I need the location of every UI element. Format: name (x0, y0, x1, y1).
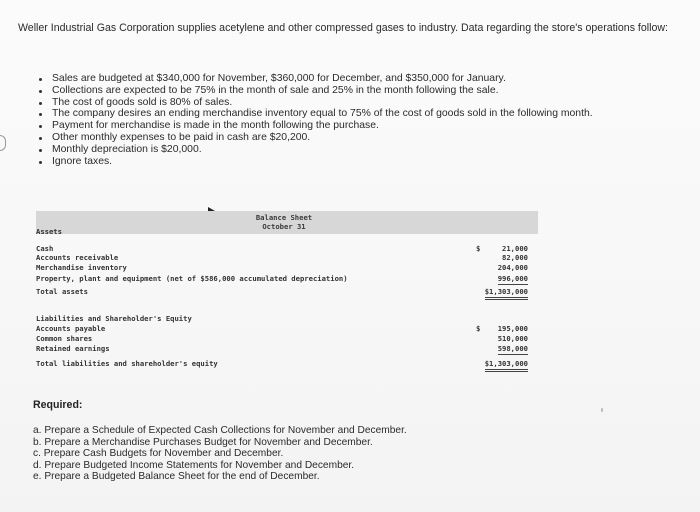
table-row (36, 263, 538, 273)
liability-value: 195,000 (497, 324, 528, 333)
asset-value: 996,000 (497, 274, 528, 283)
required-list (33, 425, 407, 483)
liability-value: 510,000 (497, 334, 528, 343)
asset-label: Merchandise inventory (36, 263, 127, 272)
liability-label: Common shares (36, 334, 93, 343)
list-item: a. Prepare a Schedule of Expected Cash Collections for November and December. (33, 425, 407, 436)
list-item: Ignore taxes. (38, 156, 678, 168)
liability-label: Accounts payable (36, 324, 106, 333)
list-item: Collections are expected to be 75% in the month of sale and 25% in the month following the sale. (38, 85, 678, 97)
table-row (36, 287, 538, 297)
table-row (36, 253, 538, 263)
dollar-sign: $ (476, 244, 481, 253)
cursor-mark (601, 408, 603, 412)
balance-sheet (36, 211, 538, 379)
dollar-sign: $ (476, 324, 481, 333)
balance-sheet-title: Balance Sheet (255, 213, 313, 222)
operations-data-list (38, 73, 678, 167)
required-heading: Required: (33, 399, 83, 411)
table-row (36, 344, 538, 354)
asset-value: 82,000 (502, 253, 528, 262)
asset-label: Property, plant and equipment (net of $586,000 accumulated depreciation) (36, 274, 348, 283)
asset-label: Cash (36, 244, 54, 253)
balance-sheet-date: October 31 (262, 222, 306, 231)
list-item: Sales are budgeted at $340,000 for November, $360,000 for December, and $350,000 for January. (38, 73, 678, 85)
asset-label: Accounts receivable (36, 253, 119, 262)
table-row (36, 274, 538, 284)
table-row (36, 324, 538, 334)
liabilities-heading: Liabilities and Shareholder's Equity (36, 314, 192, 323)
list-item: The cost of goods sold is 80% of sales. (38, 97, 678, 109)
asset-value: 204,000 (497, 263, 528, 272)
list-item: c. Prepare Cash Budgets for November and December. (33, 448, 284, 460)
total-liabilities-label: Total liabilities and shareholder's equity (36, 359, 218, 368)
list-item: b. Prepare a Merchandise Purchases Budget for November and December. (33, 436, 373, 448)
list-item: Payment for merchandise is made in the month following the purchase. (38, 120, 678, 132)
page-edge-mark (0, 135, 6, 151)
liability-label: Retained earnings (36, 344, 110, 353)
liability-value: 598,000 (497, 344, 528, 353)
total-assets-label: Total assets (36, 287, 88, 296)
total-assets-value: $1,303,000 (485, 287, 528, 300)
table-row (36, 359, 538, 369)
intro-paragraph: Weller Industrial Gas Corporation supplies acetylene and other compressed gases to industry. Data regarding the store's operations follow: (18, 22, 668, 34)
list-item: The company desires an ending merchandise inventory equal to 75% of the cost of goods sold in the following month. (38, 108, 678, 120)
assets-heading: Assets (36, 227, 62, 236)
total-liabilities-value: $1,303,000 (485, 359, 528, 372)
list-item: Monthly depreciation is $20,000. (38, 144, 678, 156)
list-item: e. Prepare a Budgeted Balance Sheet for the end of December. (33, 471, 320, 483)
list-item: d. Prepare Budgeted Income Statements for November and December. (33, 459, 355, 471)
table-row (36, 334, 538, 344)
list-item: Other monthly expenses to be paid in cash are $20,200. (38, 132, 678, 144)
asset-value: 21,000 (502, 244, 528, 253)
